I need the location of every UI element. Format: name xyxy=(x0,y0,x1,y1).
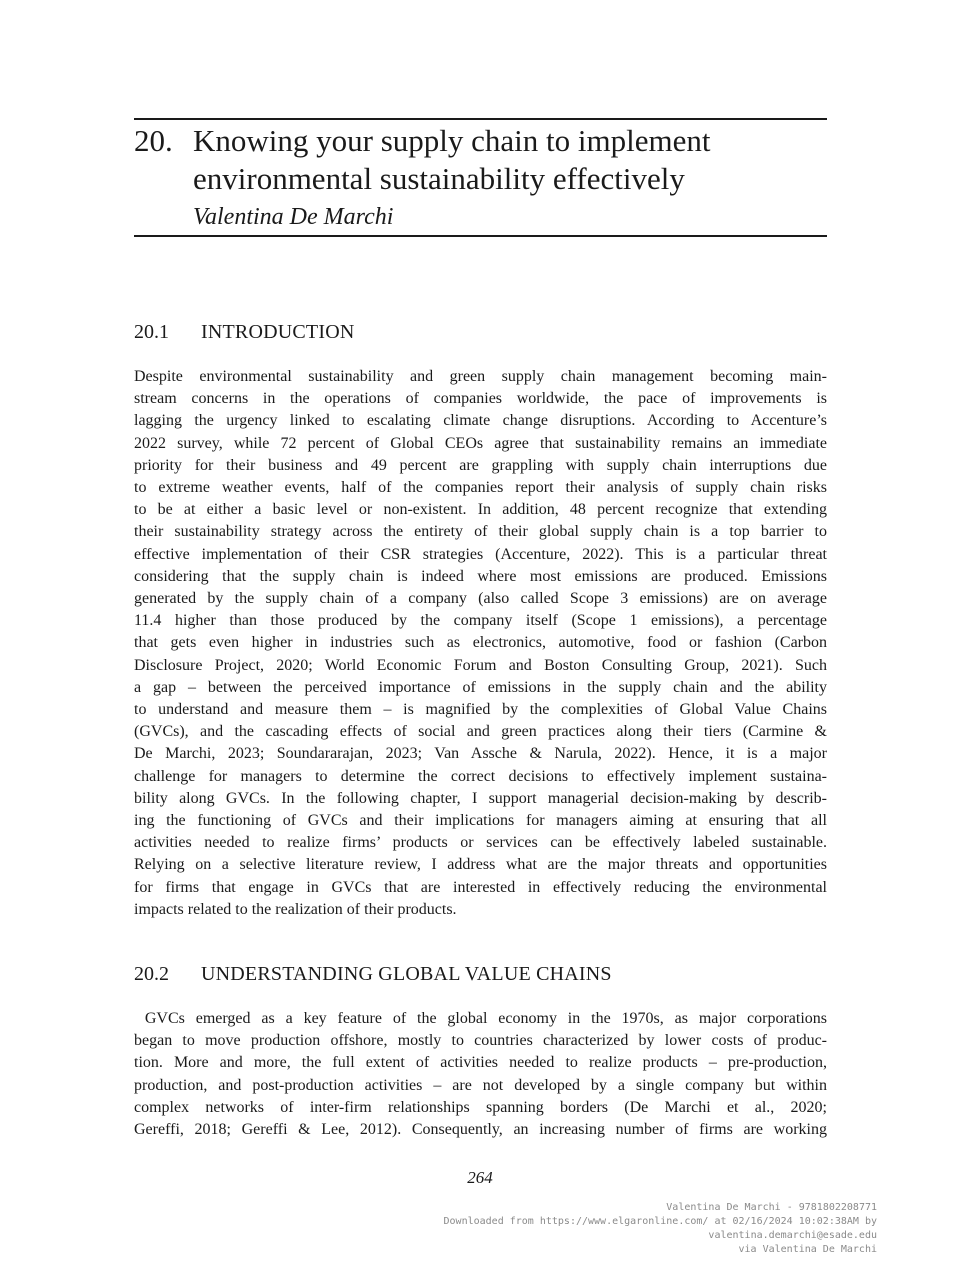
text-line: (GVCs), and the cascading effects of social and green practices along their tiers (Carmine & xyxy=(134,723,827,741)
chapter-author: Valentina De Marchi xyxy=(193,204,394,230)
chapter-top-rule xyxy=(134,118,827,120)
text-line: to understand and measure them – is magnified by the complexities of Global Value Chains xyxy=(134,701,827,719)
download-notice-line: Downloaded from https://www.elgaronline.com/ at 02/16/2024 10:02:38AM by xyxy=(443,1216,877,1227)
download-notice-line: Valentina De Marchi - 9781802208771 xyxy=(666,1202,877,1213)
text-line: began to move production offshore, mostly to countries characterized by lower costs of produc- xyxy=(134,1032,827,1050)
text-line: production, and post-production activities – are not developed by a single company but within xyxy=(134,1076,827,1094)
download-notice-line: valentina.demarchi@esade.edu xyxy=(708,1230,877,1241)
text-line: Disclosure Project, 2020; World Economic Forum and Boston Consulting Group, 2021). Such xyxy=(134,656,827,674)
text-line: 2022 survey, while 72 percent of Global CEOs agree that sustainability remains an immediate xyxy=(134,434,827,452)
section-heading-introduction xyxy=(134,319,355,345)
text-line: Gereffi, 2018; Gereffi & Lee, 2012). Consequently, an increasing number of firms are working xyxy=(134,1121,827,1139)
section-title: INTRODUCTION xyxy=(201,321,355,343)
download-notice-line: via Valentina De Marchi xyxy=(738,1244,877,1255)
text-line: Despite environmental sustainability and green supply chain management becoming main- xyxy=(134,368,827,385)
text-line: Relying on a selective literature review, I address what are the major threats and opportunities xyxy=(134,856,827,874)
text-line: bility along GVCs. In the following chapter, I support managerial decision-making by describ- xyxy=(134,789,827,807)
text-line: De Marchi, 2023; Soundararajan, 2023; Van Assche & Narula, 2022). Hence, it is a major xyxy=(134,745,827,763)
text-line: generated by the supply chain of a company (also called Scope 3 emissions) are on average xyxy=(134,590,827,608)
text-line: activities needed to realize firms’ products or services can be effectively labeled sustainable. xyxy=(134,834,827,852)
text-line: impacts related to the realization of their products. xyxy=(134,900,457,918)
chapter-title xyxy=(193,122,833,198)
text-line: that gets even higher in industries such as electronics, automotive, food or fashion (Carbon xyxy=(134,634,827,652)
text-line: a gap – between the perceived importance of emissions in the supply chain and the ability xyxy=(134,678,827,696)
text-line: for firms that engage in GVCs that are interested in effectively reducing the environmental xyxy=(134,878,827,896)
text-line: considering that the supply chain is indeed where most emissions are produced. Emissions xyxy=(134,567,827,585)
section-heading-understanding-gvcs xyxy=(134,961,612,987)
text-line: complex networks of inter-firm relationships spanning borders (De Marchi et al., 2020; xyxy=(134,1098,827,1116)
text-line: their sustainability strategy across the entirety of their global supply chain is a top barrier to xyxy=(134,523,827,541)
section-title: UNDERSTANDING GLOBAL VALUE CHAINS xyxy=(201,963,612,985)
section-number: 20.1 xyxy=(134,321,169,343)
text-line: 11.4 higher than those produced by the company itself (Scope 1 emissions), a percentage xyxy=(134,612,827,630)
text-line: priority for their business and 49 percent are grappling with supply chain interruptions due xyxy=(134,456,827,474)
text-line: tion. More and more, the full extent of activities needed to realize products – pre-production, xyxy=(134,1054,827,1072)
chapter-title-line: Knowing your supply chain to implement xyxy=(193,123,711,158)
text-line: stream concerns in the operations of companies worldwide, the pace of improvements is xyxy=(134,390,827,408)
text-line: GVCs emerged as a key feature of the global economy in the 1970s, as major corporations xyxy=(134,1010,827,1027)
gvc-paragraph xyxy=(134,1008,827,1141)
download-notice xyxy=(444,1201,877,1257)
text-line: to be at either a basic level or non-existent. In addition, 48 percent recognize that extending xyxy=(134,501,827,519)
section-number: 20.2 xyxy=(134,963,169,985)
chapter-number: 20. xyxy=(134,123,173,158)
text-line: effective implementation of their CSR strategies (Accenture, 2022). This is a particular threat xyxy=(134,545,827,563)
introduction-paragraph xyxy=(134,366,827,921)
chapter-bottom-rule xyxy=(134,235,827,237)
text-line: challenge for managers to determine the correct decisions to effectively implement sustaina- xyxy=(134,767,827,785)
chapter-title-line: environmental sustainability effectively xyxy=(193,161,685,196)
text-line: to extreme weather events, half of the companies report their analysis of supply chain risks xyxy=(134,479,827,497)
text-line: lagging the urgency linked to escalating climate change disruptions. According to Accenture’s xyxy=(134,412,827,430)
text-line: ing the functioning of GVCs and their implications for managers aiming at ensuring that all xyxy=(134,812,827,830)
page-number: 264 xyxy=(467,1168,493,1187)
